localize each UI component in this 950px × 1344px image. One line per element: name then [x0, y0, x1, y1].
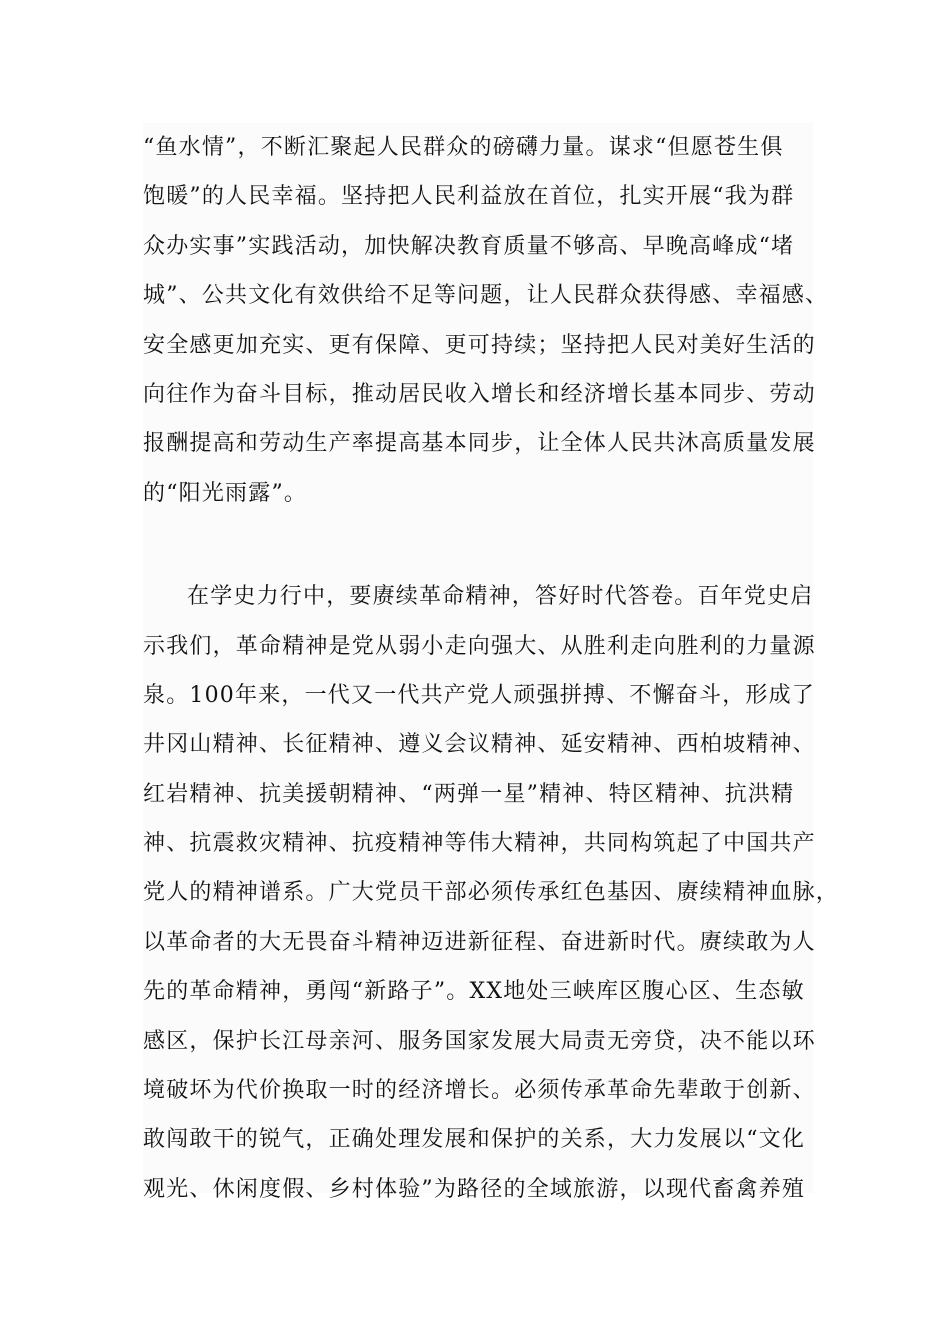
text-line: 安全感更加充实、更有保障、更可持续；坚持把人民对美好生活的 [143, 332, 816, 358]
text-line: 报酬提高和劳动生产率提高基本同步，让全体人民共沐高质量发展 [143, 431, 816, 457]
text-line: 观光、休闲度假、乡村体验”为路径的全域旅游，以现代畜禽养殖 [143, 1176, 806, 1202]
paragraph-1 [143, 123, 829, 518]
text-line: 示我们，革命精神是党从弱小走向强大、从胜利走向胜利的力量源 [143, 633, 816, 659]
document-body [143, 123, 840, 1202]
text-line: 以革命者的大无畏奋斗精神迈进新征程、奋进新时代。赓续敢为人 [143, 929, 816, 955]
text-line: 井冈山精神、长征精神、遵义会议精神、延安精神、西柏坡精神、 [143, 732, 816, 758]
paragraph-spacer [143, 518, 813, 572]
text-line: 城”、公共文化有效供给不足等问题，让人民群众获得感、幸福感、 [143, 283, 829, 309]
paragraph-2 [143, 572, 840, 1214]
text-line: 向往作为奋斗目标，推动居民收入增长和经济增长基本同步、劳动 [143, 381, 816, 407]
text-line: 神、抗震救灾精神、抗疫精神等伟大精神，共同构筑起了中国共产 [143, 831, 816, 857]
text-line: 先的革命精神，勇闯“新路子”。XX地处三峡库区腹心区、生态敏 [143, 979, 805, 1005]
text-line: 敢闯敢干的锐气，正确处理发展和保护的关系，大力发展以“文化 [143, 1127, 806, 1153]
text-line: 的“阳光雨露”。 [143, 480, 308, 506]
text-line: “鱼水情”，不断汇聚起人民群众的磅礴力量。谋求“但愿苍生俱 [143, 135, 784, 160]
text-line: 感区，保护长江母亲河、服务国家发展大局责无旁贷，决不能以环 [143, 1028, 816, 1054]
text-line: 众办实事”实践活动，加快解决教育质量不够高、早晚高峰成“堵 [143, 233, 795, 259]
text-line: 红岩精神、抗美援朝精神、“两弹一星”精神、特区精神、抗洪精 [143, 781, 795, 807]
text-line: 泉。100年来，一代又一代共产党人顽强拼搏、不懈奋斗，形成了 [143, 682, 815, 708]
text-line: 境破坏为代价换取一时的经济增长。必须传承革命先辈敢于创新、 [143, 1078, 816, 1104]
text-line: 饱暖”的人民幸福。坚持把人民利益放在首位，扎实开展“我为群 [143, 184, 795, 210]
text-line: 党人的精神谱系。广大党员干部必须传承红色基因、赓续精神血脉， [143, 880, 840, 906]
text-line: 在学史力行中，要赓续革命精神，答好时代答卷。百年党史启 [187, 584, 814, 610]
